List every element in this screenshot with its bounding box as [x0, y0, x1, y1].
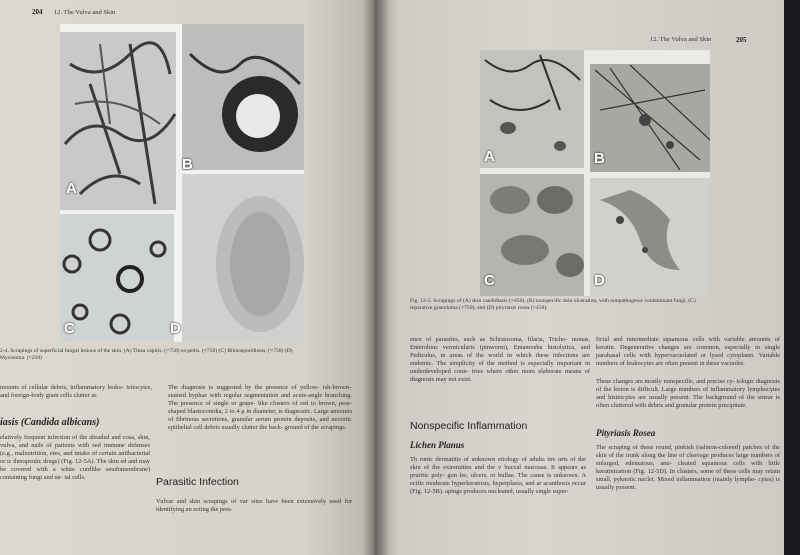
right-running-head: 12. The Vulva and Skin	[650, 36, 712, 43]
right-col2-para3: The scraping of these round, pinkish (salmon-colored) patches of the skin of the trunk along the line of cleavage produces large numbers of enlarged, edematous, anu- cleated squamous cells with little keratinization (Fig. 12-5D). In clusters, some of these cells may retain small, pyknotic nuclei. Mixed inflammation (mainly lympho- cytes) is usually present.	[596, 444, 780, 491]
left-col1-heading: iasis (Candida albicans)	[0, 417, 100, 428]
right-col1-heading: Nonspecific Inflammation	[410, 420, 528, 432]
panel-label-a: A	[66, 180, 77, 197]
panel-label-b: B	[182, 156, 193, 173]
panel-label-c: C	[484, 272, 495, 289]
left-col1-para1: mounts of cellular debris, inflammatory leuko- istiocytes, and foreign-body giant cells clutter ar.	[0, 384, 152, 399]
left-folio: 204	[32, 8, 43, 16]
panel-label-a: A	[484, 148, 495, 165]
panel-label-d: D	[594, 272, 605, 289]
left-running-head: 12. The Vulva and Skin	[54, 9, 116, 16]
left-figure	[60, 24, 304, 342]
left-col2-heading: Parasitic Infection	[156, 476, 239, 488]
panel-label-b: B	[594, 150, 605, 167]
right-col2-para1: ficial and intermediate squamous cells with variable amounts of keratin. Degenerative changes are common, especially in single parabasal cells with hypervacuolated or lysed cytoplasm. Variable numbers of leukocytes are often present in these vacuoles.	[596, 336, 780, 367]
right-col1-para1: ence of parasites, such as Schistosoma, filaria, Tricho- monas, Enterobius vermicularis (pinworm), Entamoeba histolytica, and Pediculus, in areas of the world in which these infections are endemic. The simplicity of the method is especially important in underdeveloped coun- tries where other more elaborate means of diagnosis may not exist.	[410, 336, 590, 383]
book-gutter	[362, 0, 390, 555]
right-figure	[480, 50, 710, 296]
left-col1-para2: elatively frequent infection of the abraded and cosa, skin, vulva, and nails of patients with sed immune defenses (e.g., malnutrition, etes, and intake of certain antibacterial or ic therapeutic drugs) (Fig. 12-5A). The skin ed and may be covered with a white curdlike seudomembrane) containing fungi and ne- ial cells.	[0, 434, 150, 481]
right-col1-para2: Th ronic dermatitis of unknown etiology of adults inv urts of the skin of the extremities and the v buccal mucosas. It appears as pruritic poly- gon les, ulcers, or bullae. The cause is unknown. A ecific moderate hyperkeratosis, hyperplasia, and ar acanthosis occur (Fig. 12-5B). apings produces nucleated, usually single super-	[410, 456, 586, 495]
left-page	[0, 0, 378, 555]
left-col2-para2: Vulvar and skin scrapings of var sites have been extensively used for identifying an ecting the pres-	[156, 498, 352, 513]
left-col2-para1: The diagnosis is suggested by the presence of yellow- ish-brown–stained hyphae with regular segmentation and acute-angle branching. The presence of single or grape- like clusters of red to brown, pear-shaped blastoconidia, 2 to 4 μ in diameter, is diagnostic. Large amounts of fibrinous secretions, granular serum protein deposits, and necrotic epithelial cell debris usually clutter the back- ground of the scrapings.	[168, 384, 352, 431]
right-page	[374, 0, 784, 555]
left-figure-photos	[60, 24, 304, 342]
right-col2-para2: These changes are mostly nonspecific, and precise cy- tologic diagnosis of the lesion is difficult. Large numbers of inflammatory lymphocytes and histiocytes are usually present. The background of the smear is often cluttered with debris and granular protein precipitate.	[596, 378, 780, 409]
right-figure-photos	[480, 50, 710, 296]
panel-label-c: C	[64, 320, 75, 337]
right-figure-caption: Fig. 12-5. Scrapings of (A) skin candidiasis (×450), (B) nonspecific skin ulceration, with nonpathogenic contaminant fungi, (C) reparative granuloma (×750), and (D) pityriasis rosea (×450).	[410, 298, 696, 311]
right-folio: 205	[736, 36, 747, 44]
panel-label-d: D	[170, 320, 181, 337]
right-col2-heading: Pityriasis Rosea	[596, 428, 656, 438]
right-col1-subheading: Lichen Planus	[410, 440, 465, 450]
left-figure-caption: 2-4. Scrapings of superficial fungal lesions of the skin. (A) Tinea capitis. (×750) ea pedis. (×750) (C) Rhinosporidiosis. (×750) (D) Mycetoma. (×250)	[0, 348, 293, 361]
